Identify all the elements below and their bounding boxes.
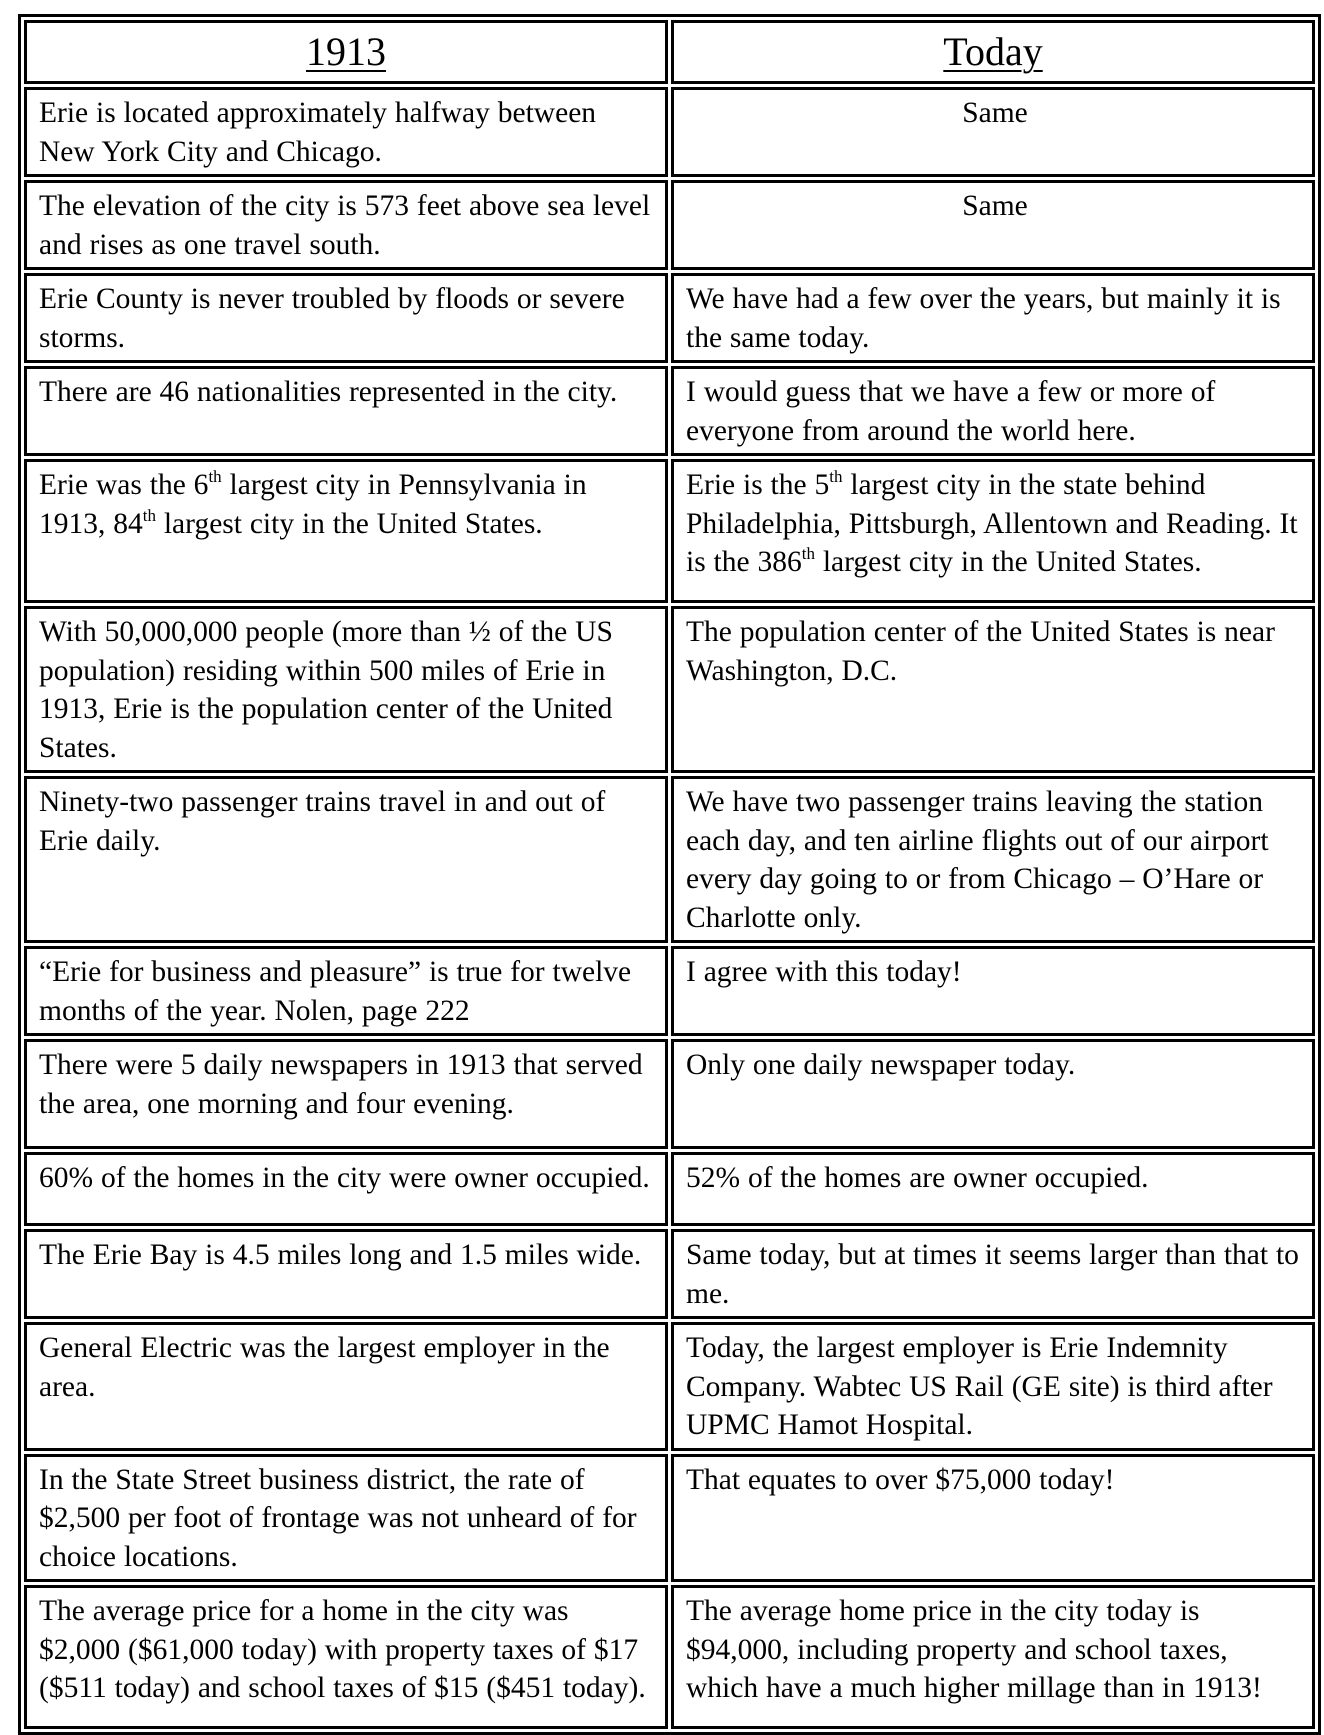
cell-today: [671, 459, 1315, 603]
table-row: [24, 1229, 1315, 1319]
cell-text: We have had a few over the years, but mainly it is the same today.: [686, 283, 1281, 354]
ordinal-suffix: th: [801, 544, 815, 563]
cell-1913: [24, 1039, 668, 1149]
cell-today: [671, 1322, 1315, 1451]
cell-today: [671, 1454, 1315, 1583]
cell-1913: [24, 366, 668, 456]
cell-text: Erie is located approximately halfway between New York City and Chicago.: [39, 97, 597, 168]
cell-text: I agree with this today!: [686, 956, 962, 988]
cell-today: [671, 1229, 1315, 1319]
cell-text: Same today, but at times it seems larger than that to me.: [686, 1239, 1299, 1310]
cell-today: [671, 366, 1315, 456]
cell-1913: [24, 273, 668, 363]
cell-today: [671, 1152, 1315, 1226]
cell-text: The Erie Bay is 4.5 miles long and 1.5 miles wide.: [39, 1239, 642, 1271]
cell-1913: [24, 946, 668, 1036]
table-row: [24, 606, 1315, 773]
cell-text: Same: [962, 97, 1028, 129]
cell-today: [671, 946, 1315, 1036]
cell-1913: [24, 1454, 668, 1583]
cell-text: The population center of the United States is near Washington, D.C.: [686, 616, 1275, 687]
cell-text: Only one daily newspaper today.: [686, 1049, 1076, 1081]
cell-1913: [24, 1322, 668, 1451]
cell-1913: [24, 606, 668, 773]
cell-today: [671, 87, 1315, 177]
cell-text: 60% of the homes in the city were owner occupied.: [39, 1162, 650, 1194]
cell-1913: [24, 1585, 668, 1729]
cell-today: [671, 180, 1315, 270]
cell-text: Same: [962, 190, 1028, 222]
table-row: [24, 776, 1315, 943]
header-1913: 1913: [24, 20, 668, 84]
cell-today: [671, 606, 1315, 773]
table-row: [24, 1322, 1315, 1451]
cell-text: That equates to over $75,000 today!: [686, 1463, 1115, 1496]
cell-1913: [24, 1152, 668, 1226]
cell-text: largest city in Pennsylvania in 1913, 84: [39, 469, 587, 540]
table-row: [24, 946, 1315, 1036]
table-row: [24, 1585, 1315, 1729]
cell-text: Ninety-two passenger trains travel in and out of Erie daily.: [39, 786, 606, 857]
cell-today: [671, 1039, 1315, 1149]
table-row: [24, 180, 1315, 270]
cell-text: I would guess that we have a few or more of everyone from around the world here.: [686, 376, 1216, 447]
table-row: [24, 1152, 1315, 1226]
cell-text: There are 46 nationalities represented in the city.: [39, 376, 618, 408]
cell-text: General Electric was the largest employer in the area.: [39, 1332, 610, 1403]
cell-text: The average price for a home in the city was $2,000 ($61,000 today) with property taxes of $17 ($511 today) and school taxes of $15 ($451 today).: [39, 1595, 646, 1704]
cell-text: The elevation of the city is 573 feet above sea level and rises as one travel south.: [39, 190, 651, 261]
cell-text: largest city in the United States.: [155, 507, 543, 540]
ordinal-suffix: th: [208, 467, 222, 486]
cell-text: “Erie for business and pleasure” is true for twelve months of the year. Nolen, page 222: [39, 956, 632, 1027]
cell-text: With 50,000,000 people (more than ½ of the US population) residing within 500 miles of Erie in 1913, Erie is the population center of the United States.: [39, 616, 613, 764]
cell-today: [671, 1585, 1315, 1729]
cell-text: largest city in the state behind Philadelphia, Pittsburgh, Allentown and Reading. It is the 386: [686, 469, 1298, 578]
header-today: Today: [671, 20, 1315, 84]
cell-today: [671, 776, 1315, 943]
cell-text: 52% of the homes are owner occupied.: [686, 1162, 1149, 1194]
cell-text: There were 5 daily newspapers in 1913 that served the area, one morning and four evening.: [39, 1049, 643, 1120]
ordinal-suffix: th: [142, 505, 156, 525]
table-row: [24, 87, 1315, 177]
cell-text: Today, the largest employer is Erie Indemnity Company. Wabtec US Rail (GE site) is third after UPMC Hamot Hospital.: [686, 1332, 1273, 1441]
ordinal-suffix: th: [829, 467, 843, 486]
cell-text: Erie is the 5: [686, 469, 830, 501]
table-row: [24, 1454, 1315, 1583]
cell-text: In the State Street business district, the rate of $2,500 per foot of frontage was not unheard of for choice locations.: [39, 1463, 637, 1573]
cell-text: Erie was the 6: [39, 469, 209, 501]
cell-text: We have two passenger trains leaving the station each day, and ten airline flights out of our airport every day going to or from Chicago – O’Hare or Charlotte only.: [686, 786, 1269, 934]
header-row: [24, 20, 1315, 84]
cell-1913: [24, 776, 668, 943]
cell-1913: [24, 87, 668, 177]
comparison-table: [18, 14, 1321, 1735]
cell-text: largest city in the United States.: [814, 546, 1202, 578]
cell-text: The average home price in the city today is $94,000, including property and school taxes, which have a much higher millage than in 1913!: [686, 1595, 1262, 1704]
table-row: [24, 366, 1315, 456]
cell-1913: [24, 1229, 668, 1319]
cell-1913: [24, 180, 668, 270]
table-row: [24, 273, 1315, 363]
cell-text: Erie County is never troubled by floods or severe storms.: [39, 283, 625, 354]
cell-today: [671, 273, 1315, 363]
cell-1913: [24, 459, 668, 603]
table-row: [24, 459, 1315, 603]
table-row: [24, 1039, 1315, 1149]
